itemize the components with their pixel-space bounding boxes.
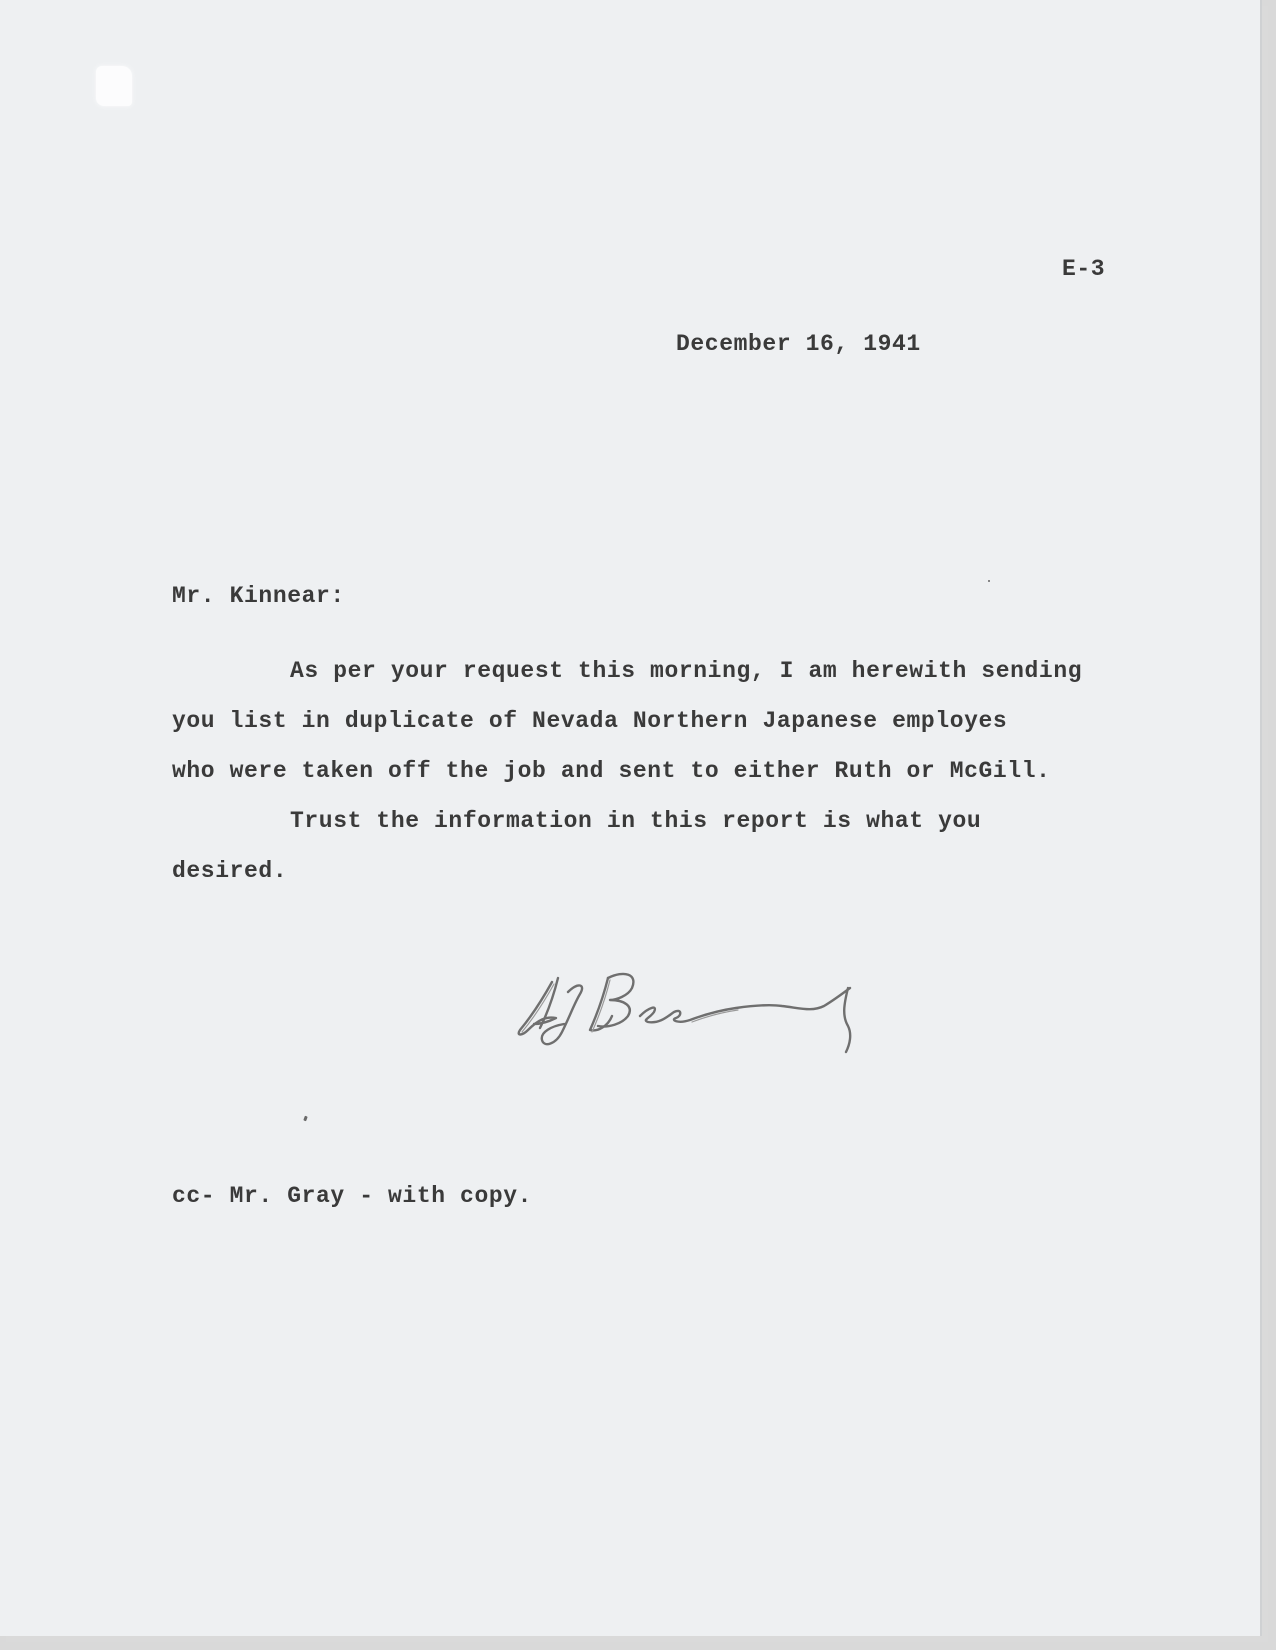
salutation: Mr. Kinnear:: [172, 583, 345, 609]
body-line-1: As per your request this morning, I am herewith sending: [290, 658, 1083, 684]
ink-speck: [303, 1116, 308, 1122]
cc-line: cc- Mr. Gray - with copy.: [172, 1183, 533, 1209]
letter-date: December 16, 1941: [676, 331, 921, 357]
body-line-3: who were taken off the job and sent to either Ruth or McGill.: [172, 758, 1051, 784]
tape-mark: [96, 66, 132, 106]
handwritten-signature: [512, 960, 904, 1060]
body-line-4: Trust the information in this report is what you: [290, 808, 982, 834]
body-line-2: you list in duplicate of Nevada Northern Japanese employes: [172, 708, 1008, 734]
page-code: E-3: [1062, 256, 1106, 282]
ink-speck: [988, 580, 991, 583]
body-line-5: desired.: [172, 858, 288, 884]
